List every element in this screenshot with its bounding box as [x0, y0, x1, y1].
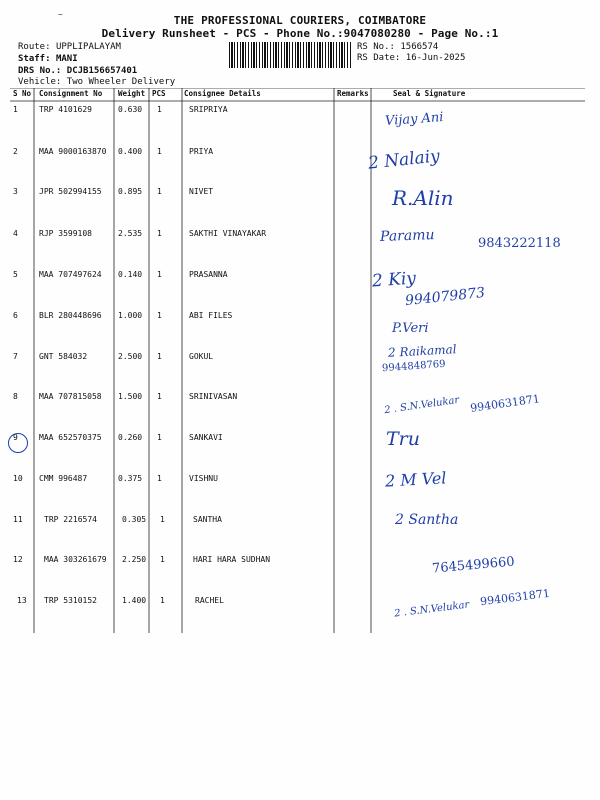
row-sno: 9 — [13, 433, 18, 442]
row-sno: 5 — [13, 270, 18, 279]
row-weight: 2.250 — [122, 555, 147, 564]
row-consignee: PRASANNA — [189, 270, 228, 279]
table-row — [0, 311, 600, 353]
row-pcs: 1 — [157, 352, 162, 361]
row-pcs: 1 — [157, 147, 162, 156]
row-weight: 0.260 — [118, 433, 143, 442]
col-pcs: PCS — [152, 89, 166, 98]
row-consignment: TRP 4101629 — [39, 105, 92, 114]
row-weight: 0.375 — [118, 474, 143, 483]
row-weight: 0.895 — [118, 187, 143, 196]
row-pcs: 1 — [157, 105, 162, 114]
staff-value: MANI — [55, 54, 78, 64]
row-consignment: MAA 9000163870 — [39, 147, 107, 156]
signature-4-phone: 9843222118 — [478, 236, 561, 251]
rs-date-line — [357, 53, 465, 63]
row-pcs: 1 — [157, 433, 162, 442]
route-value: UPPLIPALAYAM — [55, 42, 121, 52]
signature-3: R.Alin — [392, 186, 454, 210]
hand-drawn-circle — [8, 433, 28, 453]
row-consignee: SAKTHI VINAYAKAR — [189, 229, 267, 238]
signature-13: 2 . S.N.Velukar — [393, 599, 470, 620]
table-row — [0, 187, 600, 229]
company-title: THE PROFESSIONAL COURIERS, COIMBATORE — [173, 14, 427, 27]
row-sno: 4 — [13, 229, 18, 238]
row-consignee: PRIYA — [189, 147, 214, 156]
row-pcs: 1 — [160, 555, 165, 564]
row-sno: 13 — [17, 596, 27, 605]
signature-9: Tru — [386, 428, 420, 450]
row-consignment: MAA 707815058 — [39, 392, 102, 401]
drs-line — [18, 66, 137, 76]
row-sno: 6 — [13, 311, 18, 320]
signature-6: P.Veri — [392, 321, 429, 336]
staff-label: Staff: — [18, 54, 51, 64]
row-consignment: CMM 996487 — [39, 474, 88, 483]
row-weight: 2.500 — [118, 352, 143, 361]
vehicle-value: Two Wheeler Delivery — [66, 77, 176, 87]
row-pcs: 1 — [157, 311, 162, 320]
rs-date-label: RS Date: — [357, 53, 401, 63]
row-pcs: 1 — [157, 187, 162, 196]
row-pcs: 1 — [157, 270, 162, 279]
row-consignment: RJP 3599108 — [39, 229, 92, 238]
signature-10: 2 M Vel — [384, 468, 447, 491]
table-row — [0, 147, 600, 189]
row-consignee: SANTHA — [193, 515, 222, 524]
rs-no-label: RS No.: — [357, 42, 395, 52]
signature-5-phone: 994079873 — [404, 284, 486, 310]
row-consignment: MAA 707497624 — [39, 270, 102, 279]
row-consignment: BLR 280448696 — [39, 311, 102, 320]
row-weight: 1.000 — [118, 311, 143, 320]
row-consignment: MAA 303261679 — [44, 555, 107, 564]
drs-value: DCJB156657401 — [66, 66, 138, 76]
row-pcs: 1 — [157, 229, 162, 238]
row-consignment: MAA 652570375 — [39, 433, 102, 442]
row-consignment: TRP 2216574 — [44, 515, 97, 524]
row-consignee: VISHNU — [189, 474, 218, 483]
rs-no-line — [357, 42, 438, 52]
row-consignment: JPR 502994155 — [39, 187, 102, 196]
row-weight: 2.535 — [118, 229, 143, 238]
row-weight: 0.400 — [118, 147, 143, 156]
row-consignee: ABI FILES — [189, 311, 233, 320]
row-consignment: TRP 5310152 — [44, 596, 97, 605]
row-weight: 0.630 — [118, 105, 143, 114]
signature-8-phone: 9940631871 — [469, 392, 541, 415]
row-consignee: SRIPRIYA — [189, 105, 228, 114]
row-sno: 8 — [13, 392, 18, 401]
route-line — [18, 42, 121, 52]
col-sno: S No — [13, 89, 32, 98]
row-sno: 2 — [13, 147, 18, 156]
table-row — [0, 270, 600, 312]
row-pcs: 1 — [160, 515, 165, 524]
row-pcs: 1 — [157, 392, 162, 401]
row-consignee: NIVET — [189, 187, 214, 196]
drs-label: DRS No.: — [18, 66, 62, 76]
signature-2: 2 Nalaiy — [367, 146, 441, 174]
rs-no-value: 1566574 — [400, 42, 439, 52]
row-sno: 1 — [13, 105, 18, 114]
table-row — [0, 433, 600, 475]
table-row — [0, 515, 600, 557]
row-sno: 3 — [13, 187, 18, 196]
signature-7: 2 Raikamal — [387, 342, 457, 360]
row-consignment: GNT 584032 — [39, 352, 88, 361]
signature-4: Paramu — [379, 227, 435, 245]
signature-5: 2 Kiy — [371, 268, 417, 292]
barcode — [229, 42, 351, 68]
table-row — [0, 474, 600, 516]
vehicle-label: Vehicle: — [18, 77, 62, 87]
signature-11: 2 Santha — [395, 512, 459, 528]
row-weight: 0.140 — [118, 270, 143, 279]
col-weight: Weight — [118, 89, 146, 98]
col-remarks: Remarks — [337, 89, 369, 98]
route-label: Route: — [18, 42, 51, 52]
rs-date-value: 16-Jun-2025 — [405, 53, 466, 63]
vehicle-line — [18, 77, 175, 87]
col-seal: Seal & Signature — [393, 89, 466, 98]
signature-8: 2 . S.N.Velukar — [383, 394, 460, 417]
col-consignee: Consignee Details — [184, 89, 261, 98]
row-sno: 12 — [13, 555, 23, 564]
signature-7-phone: 9944848769 — [381, 358, 446, 375]
row-pcs: 1 — [160, 596, 165, 605]
row-consignee: HARI HARA SUDHAN — [193, 555, 271, 564]
row-consignee: SRINIVASAN — [189, 392, 238, 401]
row-weight: 1.400 — [122, 596, 147, 605]
row-sno: 11 — [13, 515, 23, 524]
runsheet-subtitle: Delivery Runsheet - PCS - Phone No.:9047080280 - Page No.:1 — [101, 27, 499, 40]
row-weight: 1.500 — [118, 392, 143, 401]
table-row — [0, 352, 600, 394]
signature-12: 7645499660 — [431, 554, 516, 577]
table-row — [0, 105, 600, 147]
staff-line — [18, 54, 78, 64]
signature-1: Vijay Ani — [384, 109, 444, 130]
signature-13-phone: 9940631871 — [479, 586, 551, 609]
row-weight: 0.305 — [122, 515, 147, 524]
col-consignment: Consignment No — [39, 89, 103, 98]
row-consignee: RACHEL — [195, 596, 224, 605]
row-pcs: 1 — [157, 474, 162, 483]
row-sno: 7 — [13, 352, 18, 361]
row-consignee: SANKAVI — [189, 433, 223, 442]
corner-mark: ~ — [58, 10, 63, 19]
row-sno: 10 — [13, 474, 23, 483]
row-consignee: GOKUL — [189, 352, 214, 361]
